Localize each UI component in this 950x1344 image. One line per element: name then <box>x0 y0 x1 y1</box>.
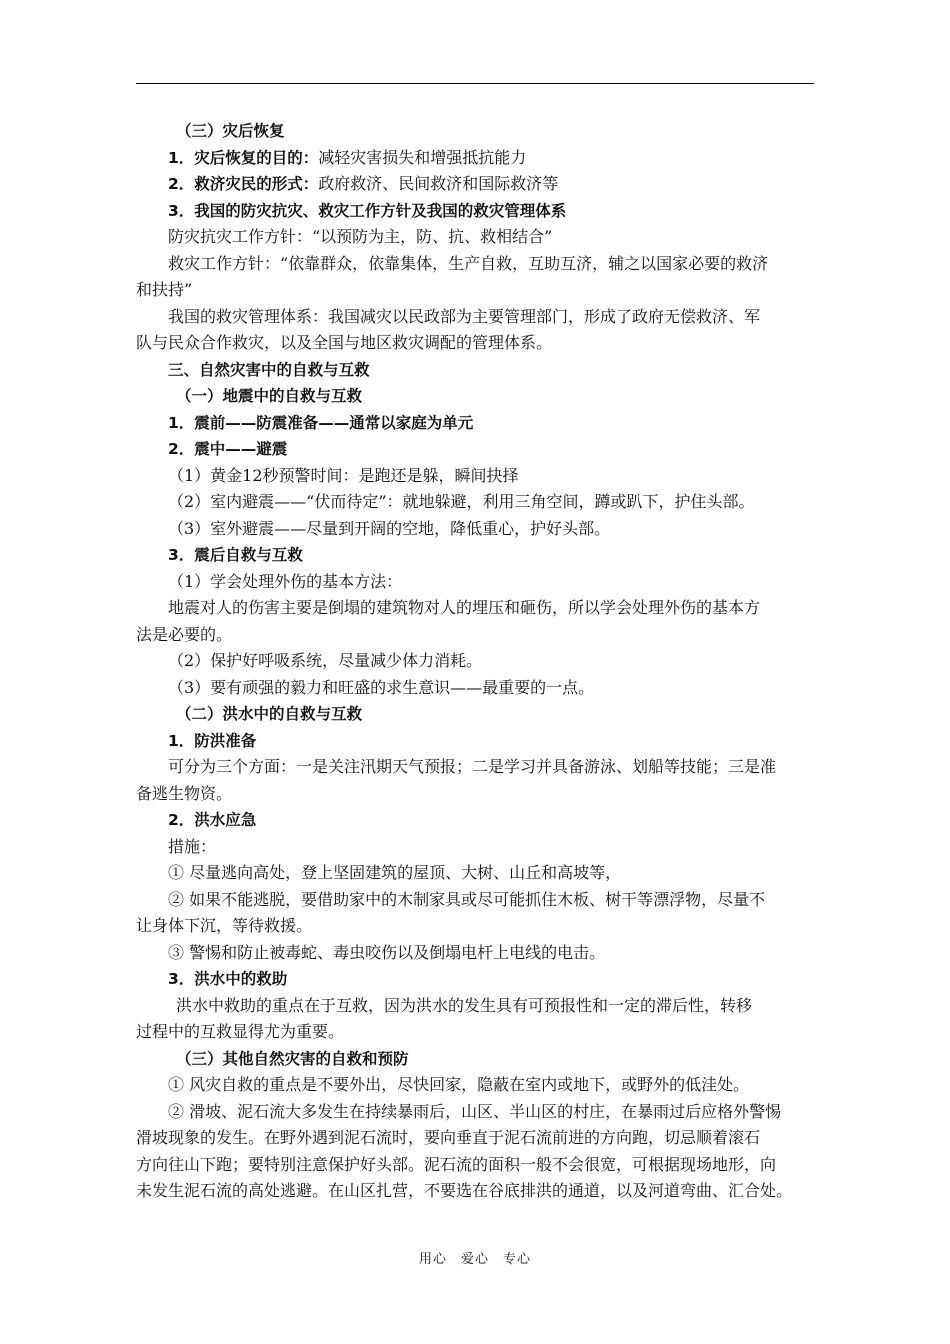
list-item: （2）保护好呼吸系统，尽量减少体力消耗。 <box>168 651 483 670</box>
paragraph-continuation: 方向往山下跑；要特别注意保护好头部。泥石流的面积一般不会很宽，可根据现场地形，向 <box>136 1154 777 1174</box>
paragraph-continuation: 队与民众合作救灾，以及全国与地区救灾调配的管理体系。 <box>136 333 553 352</box>
item-heading: 1．防洪准备 <box>168 731 257 750</box>
item-heading: 1．震前——防震准备——通常以家庭为单元 <box>168 413 474 432</box>
paragraph: 可分为三个方面：一是关注汛期天气预报；二是学习并具备游泳、划船等技能；三是准 <box>168 757 777 776</box>
list-item: ③ 警惕和防止被毒蛇、毒虫咬伤以及倒塌电杆上电线的电击。 <box>168 942 606 962</box>
paragraph-continuation: 和扶持” <box>136 280 193 299</box>
list-item: （2）室内避震——“伏而待定”：就地躲避，利用三角空间，蹲或趴下，护住头部。 <box>168 492 755 511</box>
list-item: ② 滑坡、泥石流大多发生在持续暴雨后，山区、半山区的村庄，在暴雨过后应格外警惕 <box>168 1101 782 1121</box>
heading-flood: （二）洪水中的自救与互救 <box>176 705 363 723</box>
heading-recovery: （三）灾后恢复 <box>176 122 285 140</box>
paragraph-continuation: 备逃生物资。 <box>136 783 233 803</box>
paragraph: 措施： <box>168 836 217 856</box>
paragraph-continuation: 让身体下沉，等待救援。 <box>136 916 313 935</box>
page-footer: 用心 爱心 专心 <box>418 1252 531 1267</box>
item-heading: 3．震后自救与互救 <box>168 546 303 564</box>
list-item: （1）学会处理外伤的基本方法： <box>168 571 403 591</box>
list-item: （3）要有顽强的毅力和旺盛的求生意识——最重要的一点。 <box>168 677 595 697</box>
header-rule <box>136 83 814 84</box>
heading-earthquake: （一）地震中的自救与互救 <box>176 387 363 405</box>
paragraph-continuation: 滑坡现象的发生。在野外遇到泥石流时，要向垂直于泥石流前进的方向跑，切忌顺着滚石 <box>136 1128 761 1147</box>
item-text: 减轻灾害损失和增强抵抗能力 <box>318 147 527 167</box>
paragraph: 地震对人的伤害主要是倒塌的建筑物对人的埋压和砸伤，所以学会处理外伤的基本方 <box>168 598 761 617</box>
paragraph <box>136 171 818 198</box>
paragraph: 防灾抗灾工作方针：“以预防为主，防、抗、救相结合” <box>168 227 553 246</box>
item-heading: 2．洪水应急 <box>168 811 257 829</box>
paragraph: 洪水中救助的重点在于互救，因为洪水的发生具有可预报性和一定的滞后性，转移 <box>176 995 753 1015</box>
paragraph-continuation: 法是必要的。 <box>136 624 233 644</box>
item-heading: 3．我国的防灾抗灾、救灾工作方针及我国的救灾管理体系 <box>168 201 567 220</box>
paragraph <box>136 145 818 172</box>
item-heading: 3．洪水中的救助 <box>168 970 288 988</box>
item-label: 2．救济灾民的形式： <box>168 175 319 193</box>
heading-other-disasters: （三）其他自然灾害的自救和预防 <box>176 1049 409 1068</box>
item-label: 1．灾后恢复的目的： <box>168 148 319 167</box>
list-item: （3）室外避震——尽量到开阔的空地，降低重心，护好头部。 <box>168 518 611 538</box>
item-text: 政府救济、民间救济和国际救济等 <box>318 174 559 193</box>
paragraph: 我国的救灾管理体系：我国减灾以民政部为主要管理部门，形成了政府无偿救济、军 <box>168 306 761 326</box>
paragraph-continuation: 过程中的互救显得尤为重要。 <box>136 1022 345 1041</box>
list-item: （1）黄金12秒预警时间：是跑还是躲，瞬间抉择 <box>168 465 519 485</box>
paragraph-continuation: 未发生泥石流的高处逃避。在山区扎营，不要选在谷底排洪的通道，以及河道弯曲、汇合处。 <box>136 1181 793 1200</box>
list-item: ① 尽量逃向高处，登上坚固建筑的屋顶、大树、山丘和高坡等， <box>168 863 622 882</box>
list-item: ② 如果不能逃脱，要借助家中的木制家具或尽可能抓住木板、树干等漂浮物，尽量不 <box>168 889 766 909</box>
item-heading: 2．震中——避震 <box>168 440 288 458</box>
list-item: ① 风灾自救的重点是不要外出，尽快回家，隐蔽在室内或地下，或野外的低洼处。 <box>168 1075 750 1094</box>
document-body <box>136 118 818 1205</box>
section-heading: 三、自然灾害中的自救与互救 <box>168 360 370 379</box>
paragraph: 救灾工作方针：“依靠群众，依靠集体，生产自救，互助互济，辅之以国家必要的救济 <box>168 253 769 273</box>
